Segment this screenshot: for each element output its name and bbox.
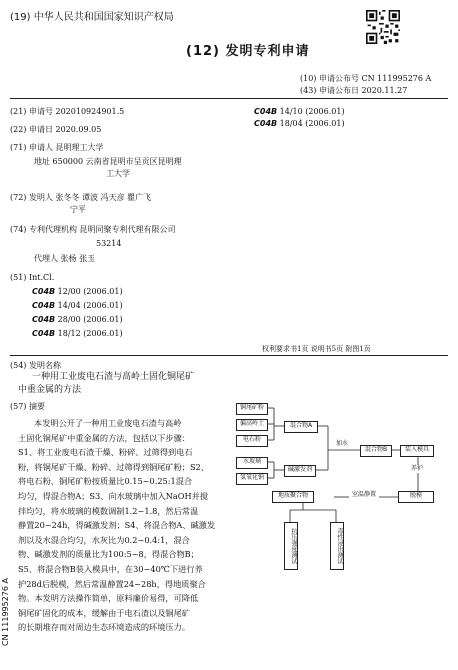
abstract-line: 均匀，得混合物A；S3、向水玻璃中加入NaOH并搅 (18, 490, 209, 501)
right-classification-list (254, 106, 345, 130)
document-type: (12) 发明专利申请 (186, 44, 310, 59)
abstract-line: 将电石粉、铜尾矿粉按质量比0.15~0.25:1混合 (18, 476, 193, 487)
abstract-line: 粉，将铜尾矿干燥、粉碎、过筛得到铜尾矿粉；S2、 (18, 461, 209, 472)
abstract-label: (57) 摘要 (10, 402, 45, 411)
agency-code: 53214 (96, 239, 122, 248)
abstract-line: 本发明公开了一种用工业废电石渣与高岭 (34, 418, 182, 428)
int-cl-label: (51) Int.Cl. (10, 273, 55, 282)
abstract-line: 护28d后脱模，然后常温静置24~28h，得地质聚合 (18, 578, 206, 589)
abstract-line: S5、将混合物B装入模具中，在30~40℃下进行养 (18, 563, 203, 574)
demold-box: 脱模 (398, 491, 434, 503)
side-publication-code: CN 111995276 A (1, 578, 10, 646)
applicant: (71) 申请人 昆明理工大学 (10, 143, 104, 152)
naoh-box: 氢氧化钠 (236, 473, 268, 485)
inventors: (72) 发明人 张冬冬 谭波 冯天彦 瞿广飞 (10, 193, 152, 202)
abstract-line: 的长期堆存而对周边生态环境造成的环境压力。 (18, 622, 190, 633)
application-date: (22) 申请日 2020.09.05 (10, 125, 102, 134)
patent-agency: (74) 专利代理机构 昆明同聚专利代理有限公司 (10, 225, 176, 234)
copper-tailings-box: 铜尾矿粉 (236, 403, 268, 415)
abstract-line: 静置20~24h，得碱激发剂；S4、将混合物A、碱激发 (18, 520, 216, 531)
compressive-strength-test-box: 抗压强度测试 (284, 522, 298, 570)
title-label: (54) 发明名称 (10, 361, 61, 370)
claims-page-info: 权利要求书1页 说明书5页 附图1页 (262, 345, 371, 353)
address-line-1: 地址 650000 云南省昆明市呈贡区昆明理 (34, 157, 182, 166)
header-divider (10, 98, 448, 99)
office-name: (19) 中华人民共和国国家知识产权局 (10, 12, 174, 23)
geopolymer-box: 地质聚合物 (272, 491, 314, 503)
publication-date: (43) 申请公布日 2020.11.27 (300, 86, 408, 95)
mold-box: 装入模具 (400, 445, 434, 457)
abstract-line: 物、碱激发剂的质量比为100:5~8，得混合物B； (18, 549, 199, 560)
rest-arrow-spacer (312, 491, 334, 501)
mixture-a-box: 混合物A (284, 421, 318, 433)
abstract-line: 剂以及水混合均匀，水灰比为0.2~0.4:1，混合 (18, 534, 190, 545)
classification-item: C04B 28/00 (2006.01) (32, 315, 123, 324)
address-line-2: 工大学 (106, 169, 130, 178)
curing-label: 养护 (404, 465, 430, 473)
kaolin-box: 偏高岭土 (236, 419, 268, 431)
water-glass-box: 水玻璃 (236, 457, 268, 469)
agents: 代理人 张杨 张玉 (34, 254, 96, 263)
abstract-text (18, 416, 230, 635)
classification-list (32, 286, 123, 342)
process-flow-diagram (232, 400, 450, 580)
classification-item: C04B 12/00 (2006.01) (32, 287, 123, 296)
classification-item: C04B 14/04 (2006.01) (32, 301, 123, 310)
invention-title-line-2: 中重金属的方法 (18, 385, 82, 395)
abstract-line: 土固化铜尾矿中重金属的方法，包括以下步骤： (18, 432, 190, 443)
alkali-activator-box: 碱激发剂 (284, 465, 316, 477)
inventors-line-2: 宁平 (70, 205, 86, 214)
invention-title-line-1: 一种用工业废电石渣与高岭土固化铜尾矿 (32, 372, 195, 382)
room-temp-rest-label: 室温静置 (349, 491, 379, 501)
carbide-powder-box: 电石粉 (236, 435, 268, 447)
section-divider (10, 355, 448, 356)
abstract-line: 物。本发明方法操作简单，原料廉价易得，可降低 (18, 593, 199, 604)
classification-item: C04B 18/04 (2006.01) (254, 119, 345, 128)
application-number: (21) 申请号 202010924901.5 (10, 107, 125, 116)
classification-item: C04B 18/12 (2006.01) (32, 329, 123, 338)
toxicity-leaching-test-box: 毒性浸出测试 (330, 522, 344, 570)
publication-number: (10) 申请公布号 CN 111995276 A (300, 74, 432, 83)
qr-code-icon (366, 10, 400, 44)
abstract-line: S1、将工业废电石渣干燥、粉碎、过筛得到电石 (18, 447, 193, 458)
abstract-line: 拌均匀，将水玻璃的模数调制1.2~1.8，然后常温 (18, 505, 199, 516)
add-water-label: 加水 (336, 440, 349, 447)
classification-item: C04B 14/10 (2006.01) (254, 107, 345, 116)
abstract-line: 铜尾矿固化的成本，缓解由于电石渣以及铜尾矿 (18, 607, 190, 618)
mixture-b-box: 混合物B (360, 445, 392, 457)
